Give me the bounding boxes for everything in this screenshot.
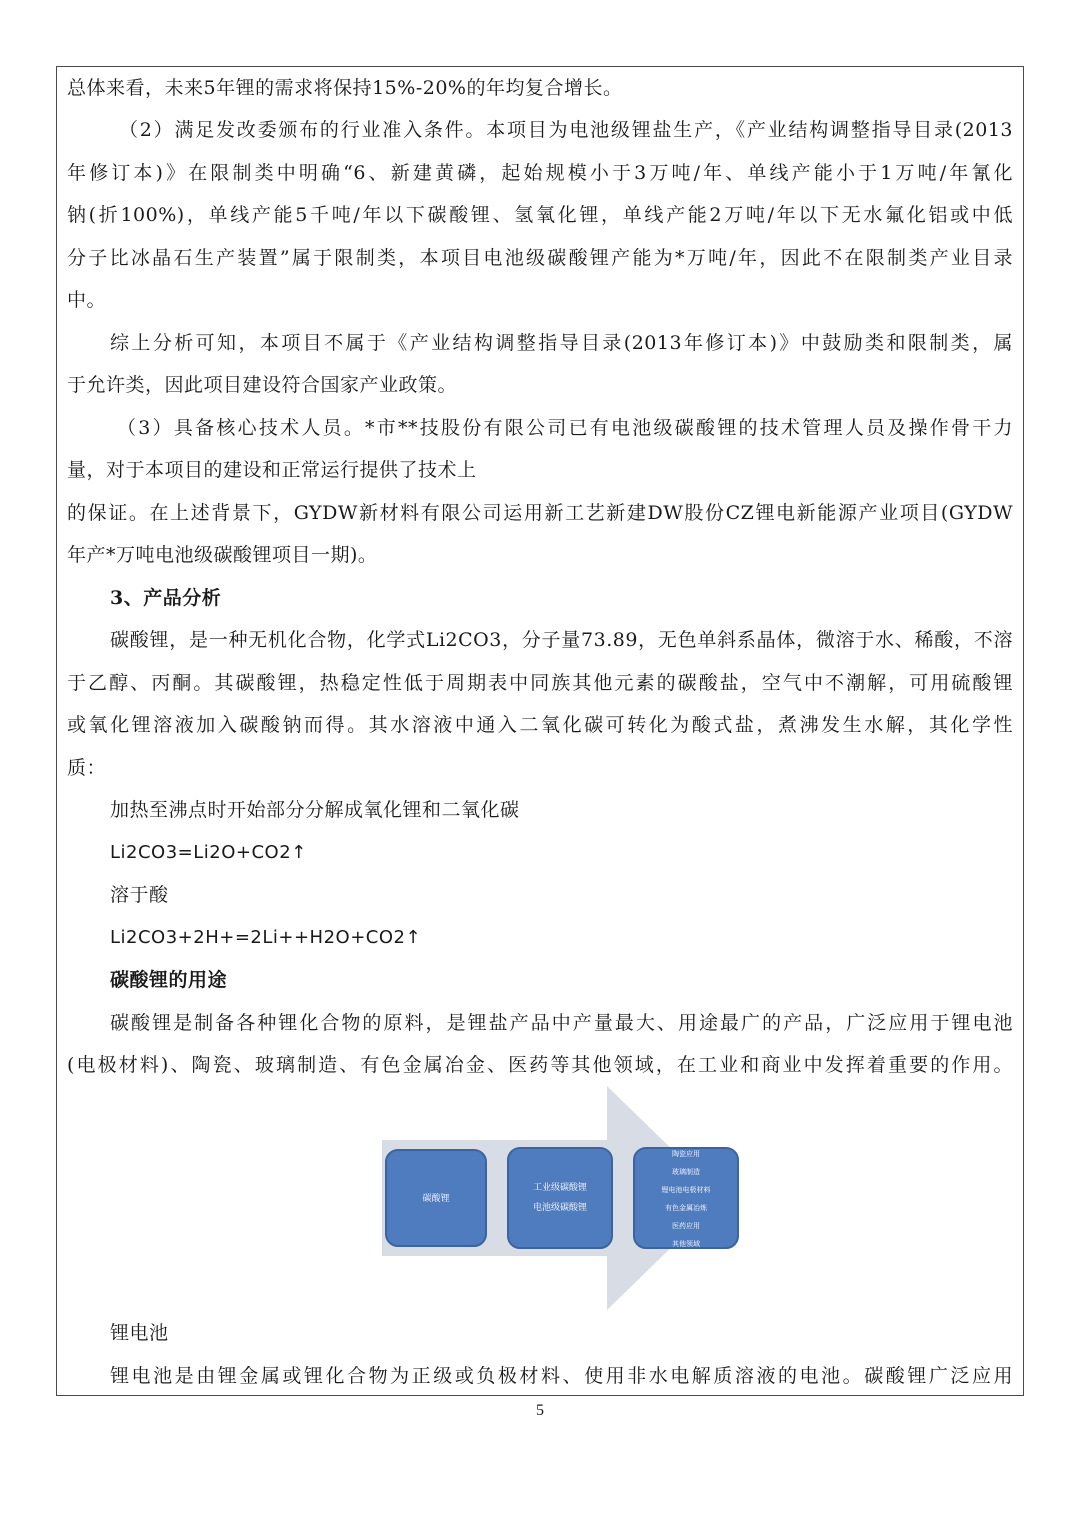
paragraph-line: 或氧化锂溶液加入碳酸钠而得。其水溶液中通入二氧化碳可转化为酸式盐，煮沸发生水解，其化学性 — [67, 714, 1013, 736]
box3-label: 陶瓷应用 — [672, 1150, 700, 1158]
box3-label: 医药应用 — [672, 1222, 700, 1230]
paragraph-line: 分子比冰晶石生产装置”属于限制类，本项目电池级碳酸锂产能为*万吨/年，因此不在限制类产业目录 — [67, 247, 1013, 269]
paragraph-line: （2）满足发改委颁布的行业准入条件。本项目为电池级锂盐生产，《产业结构调整指导目录(2013 — [119, 119, 1013, 141]
paragraph-line: （3）具备核心技术人员。*市**技股份有限公司已有电池级碳酸锂的技术管理人员及操作骨干力 — [117, 417, 1013, 439]
paragraph-line: 中。 — [67, 289, 107, 311]
paragraph-line: 于乙醇、丙酮。其碳酸锂，热稳定性低于周期表中同族其他元素的碳酸盐，空气中不潮解，可用硫酸锂 — [67, 672, 1013, 694]
paragraph-line: 量，对于本项目的建设和正常运行提供了技术上 — [67, 459, 477, 481]
paragraph-line: 钠(折100%)，单线产能5千吨/年以下碳酸锂、氢氧化锂，单线产能2万吨/年以下无水氟化铝或中低 — [67, 204, 1013, 226]
box3-label: 其他领域 — [672, 1240, 700, 1248]
box3-label: 玻璃制造 — [672, 1168, 700, 1176]
chemical-formula: Li2CO3+2H+=2Li++H2O+CO2↑ — [110, 927, 422, 948]
box3-label: 锂电池电极材料 — [661, 1186, 711, 1194]
paragraph-line: 溶于酸 — [110, 884, 169, 906]
box-applications — [634, 1148, 738, 1248]
subsection-heading: 锂电池 — [110, 1322, 169, 1344]
paragraph-line: 总体来看，未来5年锂的需求将保持15%-20%的年均复合增长。 — [67, 77, 623, 99]
paragraph-line: 年产*万吨电池级碳酸锂项目一期)。 — [67, 544, 378, 566]
paragraph-line: 年修订本)》在限制类中明确“6、新建黄磷，起始规模小于3万吨/年、单线产能小于1万吨/年氰化 — [67, 162, 1013, 184]
box3-label: 有色金属冶炼 — [665, 1204, 707, 1212]
page-number: 5 — [536, 1402, 544, 1419]
paragraph-line: 于允许类，因此项目建设符合国家产业政策。 — [67, 374, 458, 396]
box-grades — [508, 1148, 612, 1248]
box2-label: 工业级碳酸锂 — [532, 1183, 588, 1193]
paragraph-line: 综上分析可知，本项目不属于《产业结构调整指导目录(2013年修订本)》中鼓励类和限制类，属 — [110, 332, 1013, 354]
subsection-heading: 碳酸锂的用途 — [110, 969, 228, 991]
paragraph-line: 碳酸锂，是一种无机化合物，化学式Li2CO3，分子量73.89，无色单斜系晶体，微溶于水、稀酸，不溶 — [110, 629, 1013, 651]
box1-label: 碳酸锂 — [422, 1194, 450, 1204]
chemical-formula: Li2CO3=Li2O+CO2↑ — [110, 842, 307, 863]
paragraph-line: 锂电池是由锂金属或锂化合物为正级或负极材料、使用非水电解质溶液的电池。碳酸锂广泛应用 — [110, 1365, 1013, 1387]
paragraph-line: 的保证。在上述背景下，GYDW新材料有限公司运用新工艺新建DW股份CZ锂电新能源产业项目(GYDW — [67, 502, 1013, 524]
paragraph-line: 加热至沸点时开始部分分解成氧化锂和二氧化碳 — [110, 799, 520, 821]
box2-label: 电池级碳酸锂 — [532, 1203, 588, 1213]
paragraph-line: (电极材料)、陶瓷、玻璃制造、有色金属冶金、医药等其他领域，在工业和商业中发挥着重要的作用。 — [67, 1054, 1013, 1076]
paragraph-line: 质： — [67, 757, 107, 779]
carbonate-use-diagram — [382, 1086, 752, 1310]
section-heading: 3、产品分析 — [110, 587, 222, 609]
paragraph-line: 碳酸锂是制备各种锂化合物的原料，是锂盐产品中产量最大、用途最广的产品，广泛应用于锂电池 — [110, 1012, 1013, 1034]
